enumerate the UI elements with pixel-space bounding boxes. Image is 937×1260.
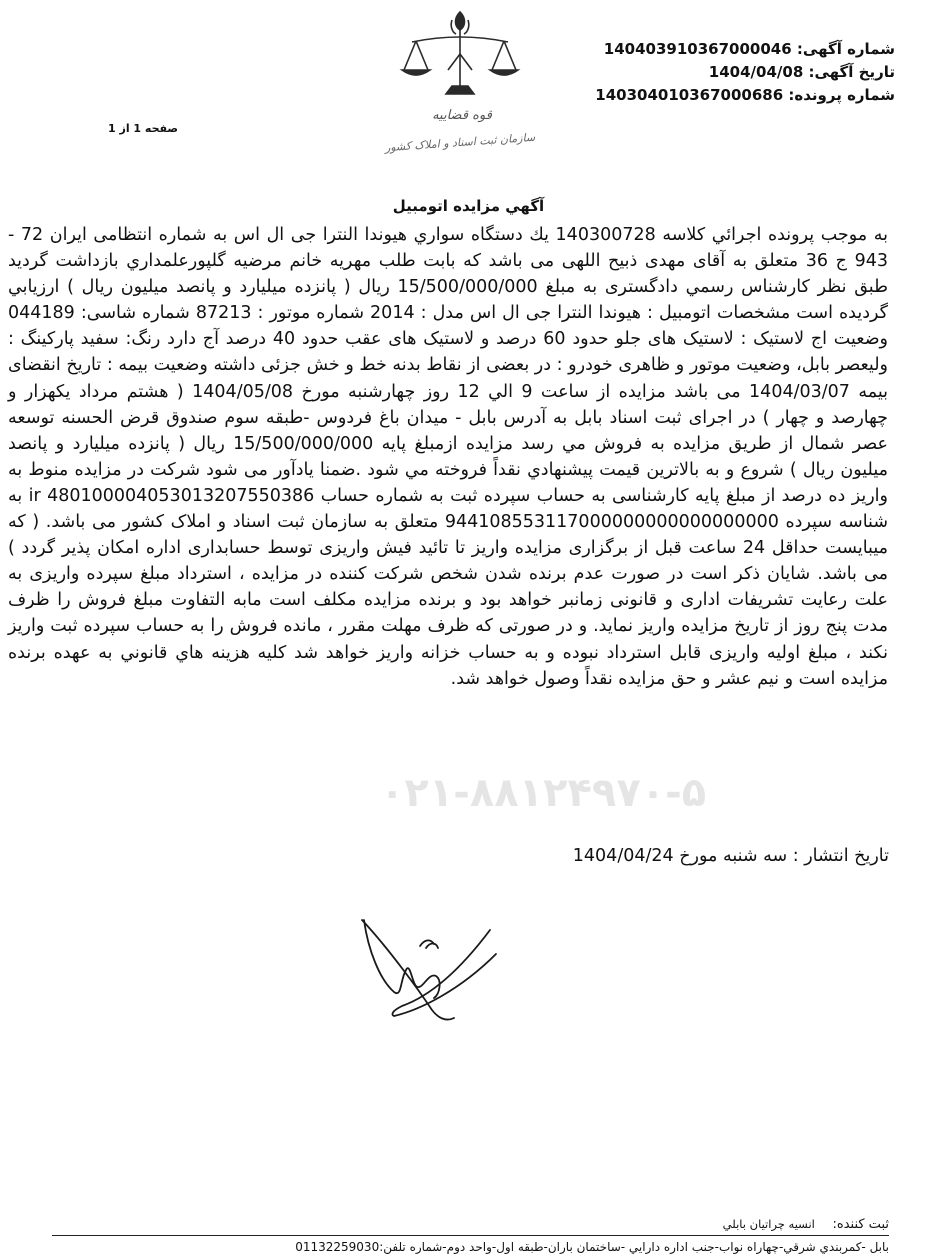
publish-date-line: [573, 846, 889, 866]
judiciary-emblem: [380, 8, 540, 158]
notice-body: به موجب پرونده اجرائي كلاسه 140300728 يك دستگاه سواري هيوندا النترا جی ال اس به شماره انتظامی ایران 72 - 943 ج 36 متعلق به آقای مهدی ذبیح اللهی می باشد که بابت طلب مهریه خانم مرضیه گلپورعلمداري بازداشت گرديد طبق نظر كارشناس رسمي دادگستری به مبلغ 15/500/000/000 ريال ( پانزده میلیارد و پانصد میلیون ریال ) ارزيابي گرديده است مشخصات اتومبيل : هیوندا النترا جی ال اس مدل : 2014 شماره موتور : 87213 شماره شاسی: 044189 وضعیت اج لاستیک : لاستیک های جلو حدود 60 درصد و لاستیک های عقب حدود 40 درصد آج دارد رنگ: سفید پارکینگ : ولیعصر بابل، وضعیت موتور و ظاهری خودرو : در بعضی از نقاط بدنه خط و خش جزئی داشته وضعیت بیمه : تاریخ انقضای بیمه 1404/03/07 می باشد مزايده از ساعت 9 الي 12 روز چهارشنبه مورخ 1404/05/08 ( هشتم مرداد یکهزار و چهارصد و چهار ) در اجرای ثبت اسناد بابل به آدرس بابل - میدان باغ فردوس -طبقه سوم صندوق قرض الحسنه توسعه عصر شمال از طريق مزايده به فروش مي رسد مزايده ازمبلغ پايه 15/500/000/000 ريال ( پانزده میلیارد و پانصد میلیون ریال ) شروع و به بالاترين قيمت پيشنهادي نقداً فروخته مي شود .ضمنا یادآور می شود شرکت در مزایده منوط به واریز ده درصد از مبلغ پایه کارشناسی به حساب سپرده ثبت به شماره حساب ir 480100004053013207550386 به شناسه سپرده 944108553117000000000000000000 متعلق به سازمان ثبت اسناد و املاک کشور می باشد. ( كه ميبايست حداقل 24 ساعت قبل از برگزاری مزایده واریز تا تائید فیش واریزی توسط حسابداری اداره امکان پذیر گردد ) می باشد. شایان ذکر است در صورت عدم برنده شدن شخص شرکت کننده در مزایده ، استرداد مبلغ سپرده واریزی به علت رعایت تشریفات اداری و قانونی زمانبر خواهد بود و برنده مزایده مکلف است مابه التفاوت مبلغ فروش را ظرف مدت پنج روز از تاریخ مزایده واریز نماید. و در صورتی که ظرف مهلت مقرر ، مانده فروش را به حساب سپرده ثبت واریز نکند ، مبلغ اولیه واریزی قابل استرداد نبوده و به حساب خزانه واریز خواهد شد كليه هزينه هاي قانوني به عهده برنده مزايده است و نيم عشر و حق مزايده نقداً وصول خواهد شد.: [8, 225, 889, 689]
handwritten-signature: [350, 910, 500, 1030]
notice-meta: [535, 38, 895, 107]
office-address: بابل -كمربندي شرقي-چهاراه نواب-جنب اداره دارايي -ساختمان باران-طبقه اول-واحد دوم-شماره تلفن:01132259030: [295, 1240, 889, 1254]
watermark-phone: ۰۲۱-۸۸۱۲۴۹۷۰-۵: [380, 770, 707, 816]
registrar-line: [723, 1217, 889, 1232]
scales-of-justice-icon: [398, 8, 522, 108]
notice-date-label: تاریخ آگهی:: [808, 63, 895, 81]
notice-date: 1404/04/08: [708, 63, 804, 81]
notice-date-row: [535, 61, 895, 84]
notice-number-label: شماره آگهی:: [796, 40, 895, 58]
page-number: صفحه 1 از 1: [108, 122, 179, 135]
notice-title: آگهي مزايده اتومبيل: [392, 197, 545, 215]
notice-number-row: [535, 38, 895, 61]
emblem-caption-judiciary: قوه قضاییه: [432, 108, 492, 123]
emblem-caption-organization: سازمان ثبت اسناد و املاک کشور: [384, 130, 536, 155]
notice-number: 14040391036700004‍6: [603, 40, 792, 58]
publish-label: تاریخ انتشار : سه شنبه مورخ: [679, 846, 889, 866]
registrar-name: انسيه چراتيان بابلي: [722, 1217, 815, 1231]
publish-date: 1404/04/24: [572, 846, 674, 866]
file-number: 140304010367000686: [595, 86, 784, 104]
registrar-label: ثبت کننده:: [832, 1217, 889, 1232]
file-number-row: [535, 84, 895, 107]
footer-divider: [52, 1235, 889, 1236]
file-number-label: شماره پرونده:: [788, 86, 895, 104]
